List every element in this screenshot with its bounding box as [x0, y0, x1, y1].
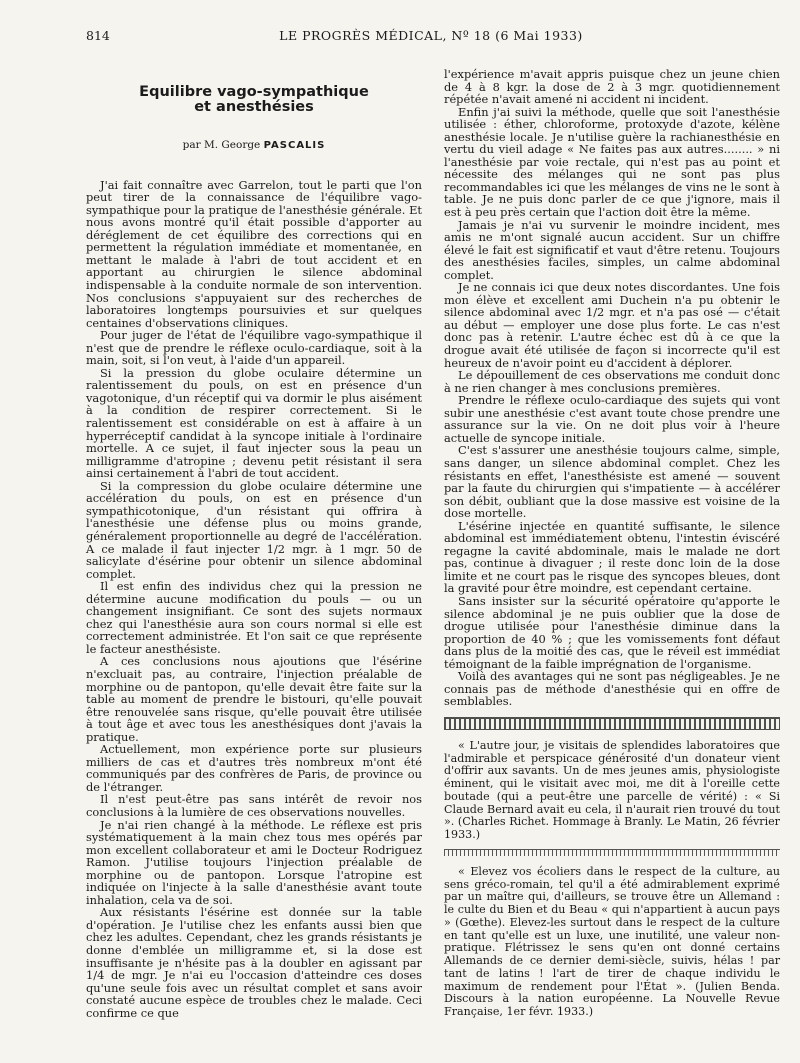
dotted-divider: [444, 849, 780, 856]
byline-author: PASCALIS: [263, 140, 326, 152]
quote-benda: [444, 866, 780, 1019]
ornamental-divider: [444, 717, 780, 730]
paragraph: A ces conclusions nous ajoutions que l'ésérine n'excluait pas, au contraire, l'injection préalable de morphine ou de pantopon, qu'elle devait être faite sur la table au moment de prendre le bistouri, qu'elle pouvait être renouvelée sans risque, qu'elle pouvait être utilisée à tout âge et avec tous les anesthésiques dont j'avais la pratique.: [86, 654, 422, 744]
quote-text: « Elevez vos écoliers dans le respect de la culture, au sens gréco-romain, tel qu'il a été admirablement exprimé par un maître qui, d'ailleurs, se trouve être un Allemand : le culte du Bien et du Beau « qui n'appartient à aucun pays » (Gœthe). Elevez-les surtout dans le respect de la culture en tant qu'elle est un luxe, une inutilité, une valeur non-pratique. Flétrissez le sens qu'en ont donné certains Allemands de ce dernier demi-siècle, suivis, hélas ! par tant de latins ! l'art de tirer de chaque individu le maximum de rendement pour l'État ». (Julien Benda. Discours à la nation européenne. La Nouvelle Revue Française, 1er févr. 1933.): [444, 864, 780, 1019]
paragraph: Le dépouillement de ces observations me conduit donc à ne rien changer à mes conclusions premières.: [444, 368, 780, 395]
continued-paragraph: l'expérience m'avait appris puisque chez un jeune chien de 4 à 8 kgr. la dose de 2 à 3 mgr. quotidiennement répétée n'avait amené ni accident ni incident.: [444, 67, 780, 107]
quote-text: « L'autre jour, je visitais de splendides laboratoires que l'admirable et perspicace générosité d'un donateur vient d'offrir aux savants. Un de mes jeunes amis, physiologiste éminent, qui le visitait avec moi, me dit à l'oreille cette boutade (qui a peut-être une parcelle de vérité) : « Si Claude Bernard avait eu cela, il n'aurait rien trouvé du tout ». (Charles Richet. Hommage à Branly. Le Matin, 26 février 1933.): [444, 738, 780, 842]
paragraph: Je ne connais ici que deux notes discordantes. Une fois mon élève et excellent ami Duchein n'a pu obtenir le silence abdominal avec 1/2 mgr. et n'a pas osé — c'était au début — employer une dose plus forte. Le cas n'est donc pas à retenir. L'autre échec est dû à ce que la drogue avait été utilisée de façon si incorrecte qu'il est heureux de n'avoir point eu d'accident à déplorer.: [444, 280, 780, 370]
paragraph: Je n'ai rien changé à la méthode. Le réflexe est pris systématiquement à la main chez tous mes opérés par mon excellent collaborateur et ami le Docteur Rodriguez Ramon. J'utilise toujours l'injection préalable de morphine ou de pantopon. Lorsque l'atropine est indiquée on l'injecte à la salle d'anesthésie avant toute inhalation, cela va de soi.: [86, 817, 422, 907]
paragraph: Prendre le réflexe oculo-cardiaque des sujets qui vont subir une anesthésie c'est avant toute chose prendre une assurance sur la vie. On ne doit plus voir à l'heure actuelle de syncope initiale.: [444, 393, 780, 445]
paragraph: Aux résistants l'ésérine est donnée sur la table d'opération. Je l'utilise chez les enfants aussi bien que chez les adultes. Cependant, chez les grands résistants je donne d'emblée un milligramme et, si la dose est insuffisante je n'hésite pas à la doubler en agissant par 1/4 de mgr. Je n'ai eu l'occasion d'atteindre ces doses qu'une seule fois avec un résultat complet et sans avoir constaté aucune espèce de troubles chez le malade. Ceci confirme ce que: [86, 905, 422, 1020]
paragraph: Si la compression du globe oculaire détermine une accélération du pouls, on est en présence d'un sympathicotonique, d'un résistant qui offrira à l'anesthésie une défense plus ou moins grande, généralement proportionnelle au degré de l'accélération. A ce malade il faut injecter 1/2 mgr. à 1 mgr. 50 de salicylate d'ésérine pour obtenir un silence abdominal complet.: [86, 478, 422, 581]
page-number: 814: [86, 28, 110, 43]
paragraph: Si la pression du globe oculaire détermine un ralentissement du pouls, on est en présence d'un vagotonique, d'un réceptif qui va dormir le plus aisément à la condition de respirer correctement. Si le ralentissement est considérable on est à affaire à un hyperréceptif candidat à la syncope initiale à l'ordinaire mortelle. A ce sujet, il faut injecter sous la peau un milligramme d'atropine ; devenu petit résistant il sera ainsi certainement à l'abri de tout accident.: [86, 365, 422, 481]
running-title: LE PROGRÈS MÉDICAL, Nº 18 (6 Mai 1933): [279, 28, 583, 43]
article-subtitle: et anesthésies: [194, 98, 314, 115]
right-body: [444, 106, 780, 708]
running-header: [86, 28, 776, 48]
right-column: [444, 68, 780, 1019]
byline: [86, 139, 422, 153]
paragraph: Il n'est peut-être pas sans intérêt de revoir nos conclusions à la lumière de ces observations nouvelles.: [86, 792, 422, 819]
paragraph: J'ai fait connaître avec Garrelon, tout le parti que l'on peut tirer de la connaissance de l'équilibre vago-sympathique pour la pratique de l'anesthésie générale. Et nous avons montré qu'il était possible d'apporter au déréglement de cet équilibre des corrections qui en permettent la régulation immédiate et momentanée, en mettant le malade à l'abri de tout accident et en apportant au chirurgien le silence abdominal indispensable à la conduite normale de son intervention. Nos conclusions s'appuyaient sur des recherches de laboratoires longtemps poursuivies et sur quelques centaines d'observations cliniques.: [86, 177, 422, 330]
left-column: [86, 68, 422, 1019]
quote-richet: [444, 740, 780, 842]
paragraph: Voilà des avantages qui ne sont pas négligeables. Je ne connais pas de méthode d'anesthésie qui en offre de semblables.: [444, 669, 780, 709]
left-body: [86, 179, 422, 1020]
paragraph: Il est enfin des individus chez qui la pression ne détermine aucune modification du pouls — ou un changement insignifiant. Ce sont des sujets normaux chez qui l'anesthésie aura son cours normal si elle est correctement administrée. Et l'on sait ce que représente le facteur anesthésiste.: [86, 579, 422, 656]
paragraph: L'ésérine injectée en quantité suffisante, le silence abdominal est immédiatement obtenu, l'intestin éviscéré regagne la cavité abdominale, mais le malade ne dort pas, continue à divaguer ; il reste donc loin de la dose limite et ne court pas le risque des syncopes bleues, dont la gravité pour être moindre, est cependant certaine.: [444, 518, 780, 596]
paragraph: Pour juger de l'état de l'équilibre vago-sympathique il n'est que de prendre le réflexe oculo-cardiaque, soit à la main, soit, si l'on veut, à l'aide d'un appareil.: [86, 328, 422, 368]
paragraph: C'est s'assurer une anesthésie toujours calme, simple, sans danger, un silence abdominal complet. Chez les résistants en effet, l'anesthésiste est amené — souvent par la faute du chirurgien qui s'impatiente — à accélérer son débit, oubliant que la dose massive est voisine de la dose mortelle.: [444, 443, 780, 521]
paragraph: Sans insister sur la sécurité opératoire qu'apporte le silence abdominal je ne puis oublier que la dose de drogue utilisée pour l'anesthésie diminue dans la proportion de 40 % ; que les vomissements font défaut dans plus de la moitié des cas, que le réveil est immédiat témoignant de la faible imprégnation de l'organisme.: [444, 593, 780, 671]
byline-prefix: par M. George: [182, 139, 261, 152]
article-title: Equilibre vago-sympathique: [139, 84, 369, 100]
paragraph: Jamais je n'ai vu survenir le moindre incident, mes amis ne m'ont signalé aucun accident. Sur un chiffre élevé le fait est significatif et vaut d'être retenu. Toujours des anesthésies faciles, simples, un calme abdominal complet.: [444, 217, 780, 282]
paragraph: Enfin j'ai suivi la méthode, quelle que soit l'anesthésie utilisée : éther, chloroforme, protoxyde d'azote, kélène anesthésie locale. Je n'utilise guère la rachianesthésie en vertu du vieil adage « Ne faites pas aux autres........ » ni l'anesthésie par voie rectale, qui n'est pas au point et nécessite des mélanges qui ne sont pas plus recommandables ici que les mélanges de vins ne le sont à table. Je ne puis donc parler de ce que j'ignore, mais il est à peu près certain que l'action doit être la même.: [444, 104, 780, 220]
paragraph: Actuellement, mon expérience porte sur plusieurs milliers de cas et d'autres très nombreux m'ont été communiqués par des confrères de Paris, de province ou de l'étranger.: [86, 742, 422, 794]
